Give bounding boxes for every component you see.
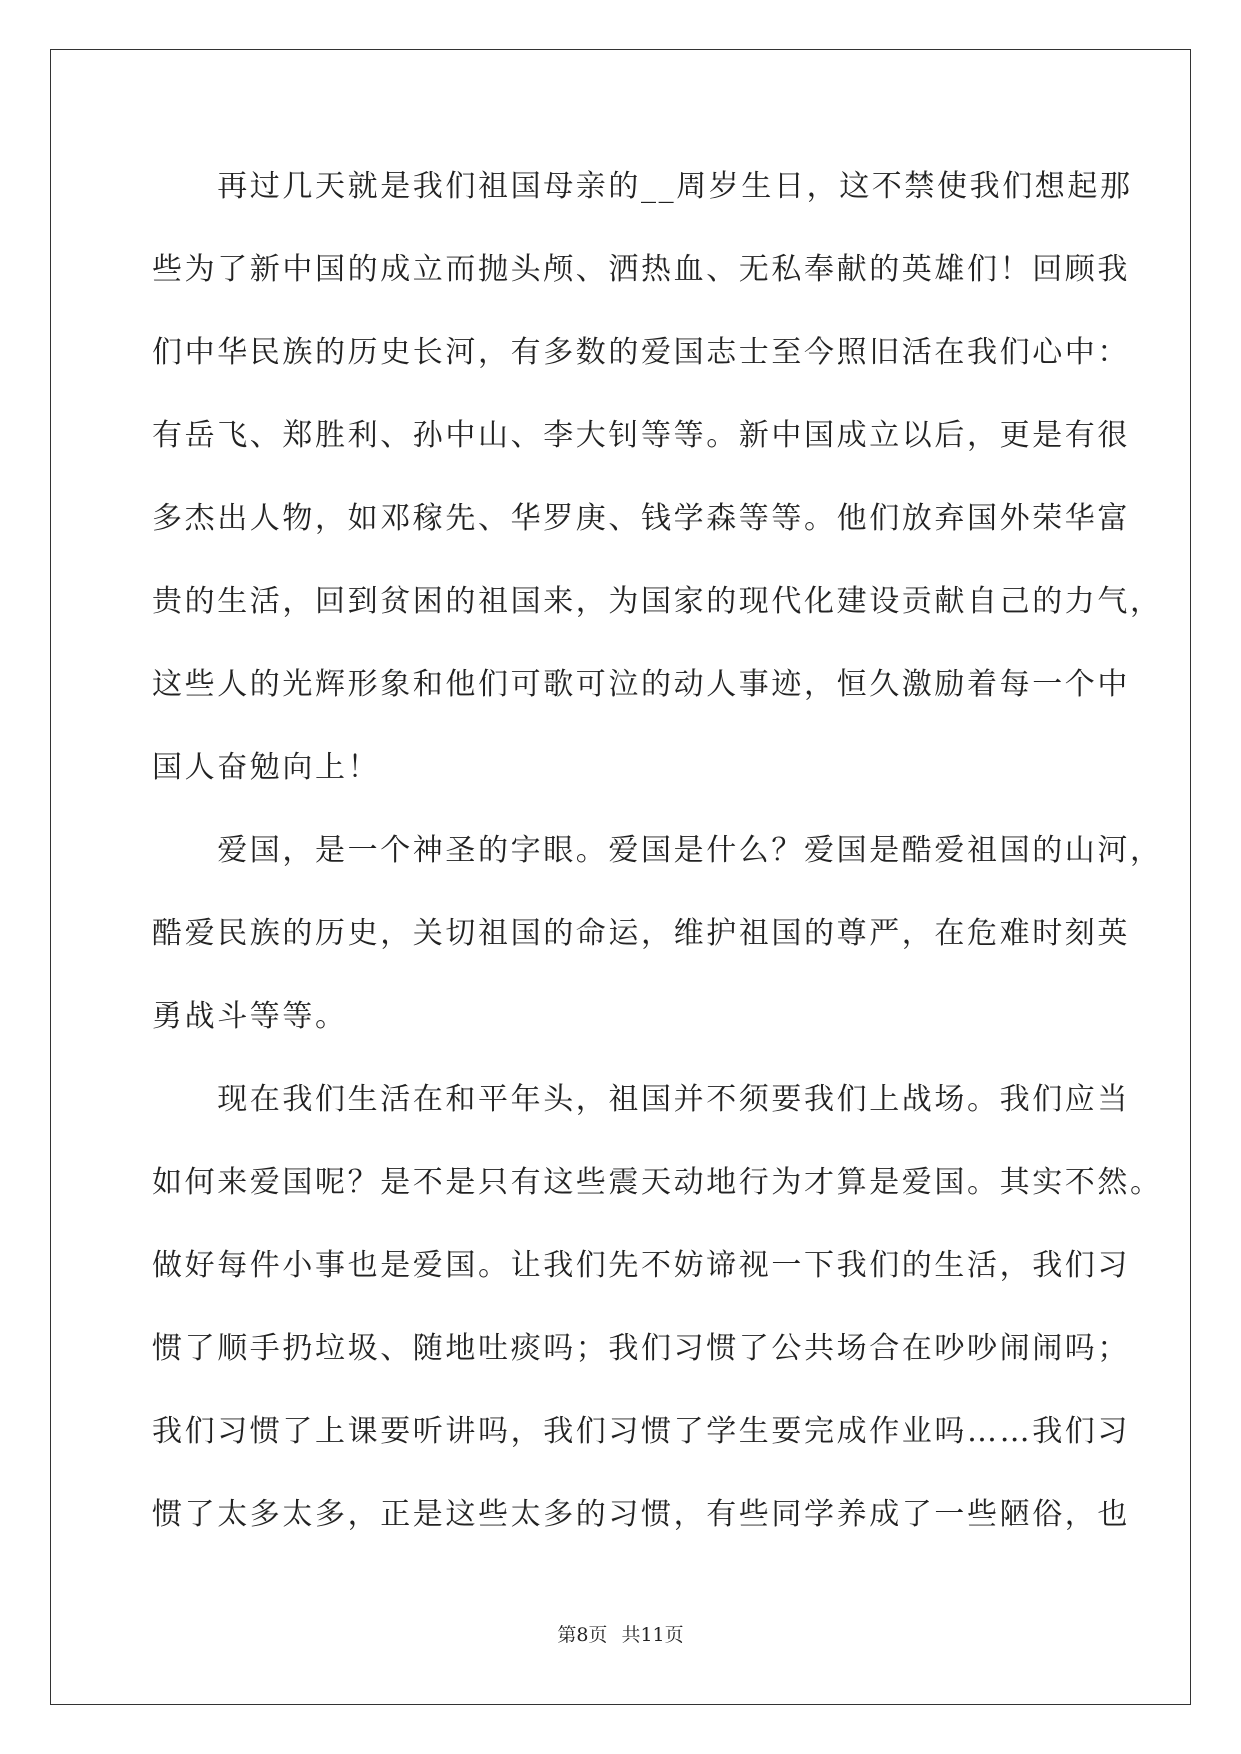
text-line: 酷爱民族的历史，关切祖国的命运，维护祖国的尊严，在危难时刻英: [152, 916, 1130, 951]
page-footer: [0, 1620, 1241, 1647]
total-pages: 共11页: [621, 1624, 684, 1646]
text-line: 做好每件小事也是爱国。让我们先不妨谛视一下我们的生活，我们习: [152, 1248, 1130, 1283]
text-line: 惯了顺手扔垃圾、随地吐痰吗；我们习惯了公共场合在吵吵闹闹吗；: [152, 1331, 1130, 1366]
text-line: 如何来爱国呢？是不是只有这些震天动地行为才算是爱国。其实不然。: [152, 1165, 1163, 1200]
text-line: 们中华民族的历史长河，有多数的爱国志士至今照旧活在我们心中：: [152, 335, 1130, 370]
text-line: 再过几天就是我们祖国母亲的__周岁生日，这不禁使我们想起那: [152, 169, 1133, 204]
text-line: 这些人的光辉形象和他们可歌可泣的动人事迹，恒久激励着每一个中: [152, 667, 1130, 702]
text-line: 现在我们生活在和平年头，祖国并不须要我们上战场。我们应当: [152, 1082, 1130, 1117]
text-line: 爱国，是一个神圣的字眼。爱国是什么？爱国是酷爱祖国的山河，: [152, 833, 1163, 868]
text-line: 惯了太多太多，正是这些太多的习惯，有些同学养成了一些陋俗，也: [152, 1497, 1130, 1532]
text-line: 贵的生活，回到贫困的祖国来，为国家的现代化建设贡献自己的力气，: [152, 584, 1163, 619]
text-line: 多杰出人物，如邓稼先、华罗庚、钱学森等等。他们放弃国外荣华富: [152, 501, 1130, 536]
text-line: 国人奋勉向上！: [152, 750, 381, 785]
text-line: 我们习惯了上课要听讲吗，我们习惯了学生要完成作业吗……我们习: [152, 1414, 1130, 1449]
text-line: 有岳飞、郑胜利、孙中山、李大钊等等。新中国成立以后，更是有很: [152, 418, 1130, 453]
page-number: 第8页: [557, 1624, 608, 1646]
text-line: 些为了新中国的成立而抛头颅、洒热血、无私奉献的英雄们！回顾我: [152, 252, 1130, 287]
text-line: 勇战斗等等。: [152, 999, 348, 1034]
document-body: [152, 158, 1163, 1569]
